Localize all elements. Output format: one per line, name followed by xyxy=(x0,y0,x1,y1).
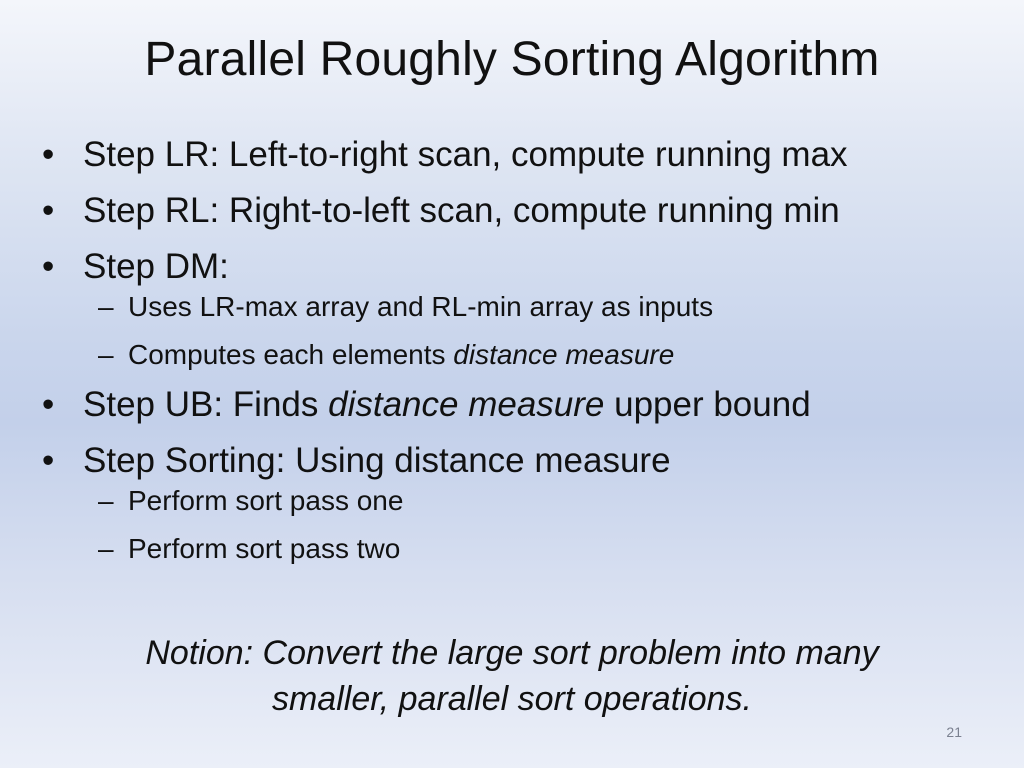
bullet-step-rl xyxy=(42,190,992,232)
sub-item-computes xyxy=(83,338,992,372)
bullet-dot: • xyxy=(42,385,55,424)
sub-text: Perform sort pass one xyxy=(128,485,404,516)
sub-item-pass-one xyxy=(83,484,992,518)
sub-item-pass-two xyxy=(83,532,992,566)
sub-text: Perform sort pass two xyxy=(128,533,401,564)
bullet-text-prefix: Step UB: Finds xyxy=(83,385,329,424)
bullet-text: Step Sorting: Using distance measure xyxy=(83,441,671,480)
bullet-text: Step RL: Right-to-left scan, compute running min xyxy=(83,191,840,230)
bullet-dot: • xyxy=(42,247,55,286)
notion-statement xyxy=(0,630,1024,722)
sub-dash: – xyxy=(98,533,114,564)
sub-list xyxy=(83,290,992,372)
bullet-step-lr xyxy=(42,134,992,176)
bullet-text-emphasis: distance measure xyxy=(328,385,605,424)
bullet-list xyxy=(42,134,992,578)
bullet-step-sorting xyxy=(42,440,992,566)
bullet-text-suffix: upper bound xyxy=(604,385,811,424)
bullet-dot: • xyxy=(42,191,55,230)
bullet-dot: • xyxy=(42,135,55,174)
slide-title: Parallel Roughly Sorting Algorithm xyxy=(144,33,880,86)
sub-text-emphasis: distance measure xyxy=(453,339,675,370)
notion-line-2: smaller, parallel sort operations. xyxy=(271,680,752,718)
sub-item-inputs xyxy=(83,290,992,324)
sub-dash: – xyxy=(98,291,114,322)
page-number: 21 xyxy=(946,724,962,740)
bullet-dot: • xyxy=(42,441,55,480)
sub-dash: – xyxy=(98,485,114,516)
bullet-step-ub xyxy=(42,384,992,426)
sub-text: Uses LR-max array and RL-min array as inputs xyxy=(128,291,714,322)
bullet-text: Step DM: xyxy=(83,247,229,286)
bullet-step-dm xyxy=(42,246,992,372)
notion-line-1: Notion: Convert the large sort problem into many xyxy=(145,634,879,672)
sub-dash: – xyxy=(98,339,114,370)
bullet-text: Step LR: Left-to-right scan, compute running max xyxy=(83,135,848,174)
sub-list xyxy=(83,484,992,566)
sub-text-prefix: Computes each elements xyxy=(128,339,454,370)
